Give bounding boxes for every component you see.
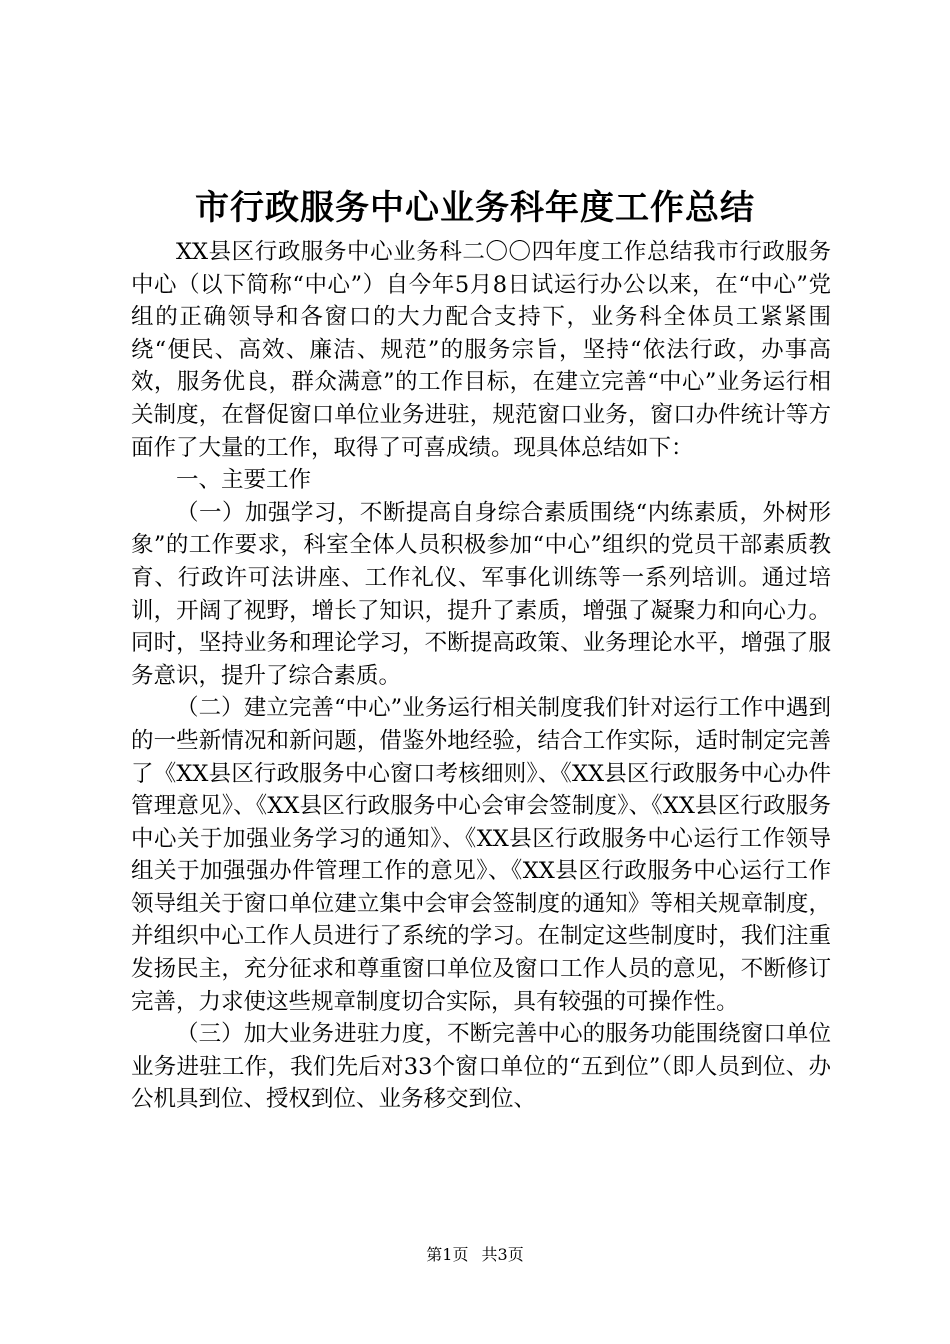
paragraph-study: （一）加强学习，不断提高自身综合素质围绕“内练素质，外树形象”的工作要求，科室全体人员积极参加“中心”组织的党员干部素质教育、行政许可法讲座、工作礼仪、军事化训练等一系列培训。通过培训，开阔了视野，增长了知识，提升了素质，增强了凝聚力和向心力。同时，坚持业务和理论学习，不断提高政策、业务理论水平，增强了服务意识，提升了综合素质。	[131, 499, 831, 689]
paragraph-systems: （二）建立完善“中心”业务运行相关制度我们针对运行工作中遇到的一些新情况和新问题，借鉴外地经验，结合工作实际，适时制定完善了《XX县区行政服务中心窗口考核细则》、《XX县区行政服务中心办件管理意见》、《XX县区行政服务中心会审会签制度》、《XX县区行政服务中心关于加强业务学习的通知》、《XX县区行政服务中心运行工作领导组关于加强强办件管理工作的意见》、《XX县区行政服务中心运行工作领导组关于窗口单位建立集中会审会签制度的通知》等相关规章制度，并组织中心工作人员进行了系统的学习。在制定这些制度时，我们注重发扬民主，充分征求和尊重窗口单位及窗口工作人员的意见，不断修订完善，力求使这些规章制度切合实际，具有较强的可操作性。	[131, 695, 831, 1015]
page-footer	[0, 1244, 950, 1266]
page-total: 共3页	[481, 1245, 524, 1264]
document-title: 市行政服务中心业务科年度工作总结	[195, 188, 755, 228]
document-body	[131, 236, 831, 1116]
intro-paragraph: XX县区行政服务中心业务科二〇〇四年度工作总结我市行政服务中心（以下简称“中心”）自今年5月8日试运行办公以来，在“中心”党组的正确领导和各窗口的大力配合支持下，业务科全体员工紧紧围绕“便民、高效、廉洁、规范”的服务宗旨，坚持“依法行政，办事高效，服务优良，群众满意”的工作目标，在建立完善“中心”业务运行相关制度，在督促窗口单位业务进驻，规范窗口业务，窗口办件统计等方面作了大量的工作，取得了可喜成绩。现具体总结如下：	[131, 239, 831, 461]
page-number: 第1页	[426, 1245, 469, 1264]
section-heading-main-work: 一、主要工作	[176, 467, 312, 494]
paragraph-business-entry: （三）加大业务进驻力度，不断完善中心的服务功能围绕窗口单位业务进驻工作，我们先后对33个窗口单位的“五到位”（即人员到位、办公机具到位、授权到位、业务移交到位、	[131, 1021, 831, 1113]
